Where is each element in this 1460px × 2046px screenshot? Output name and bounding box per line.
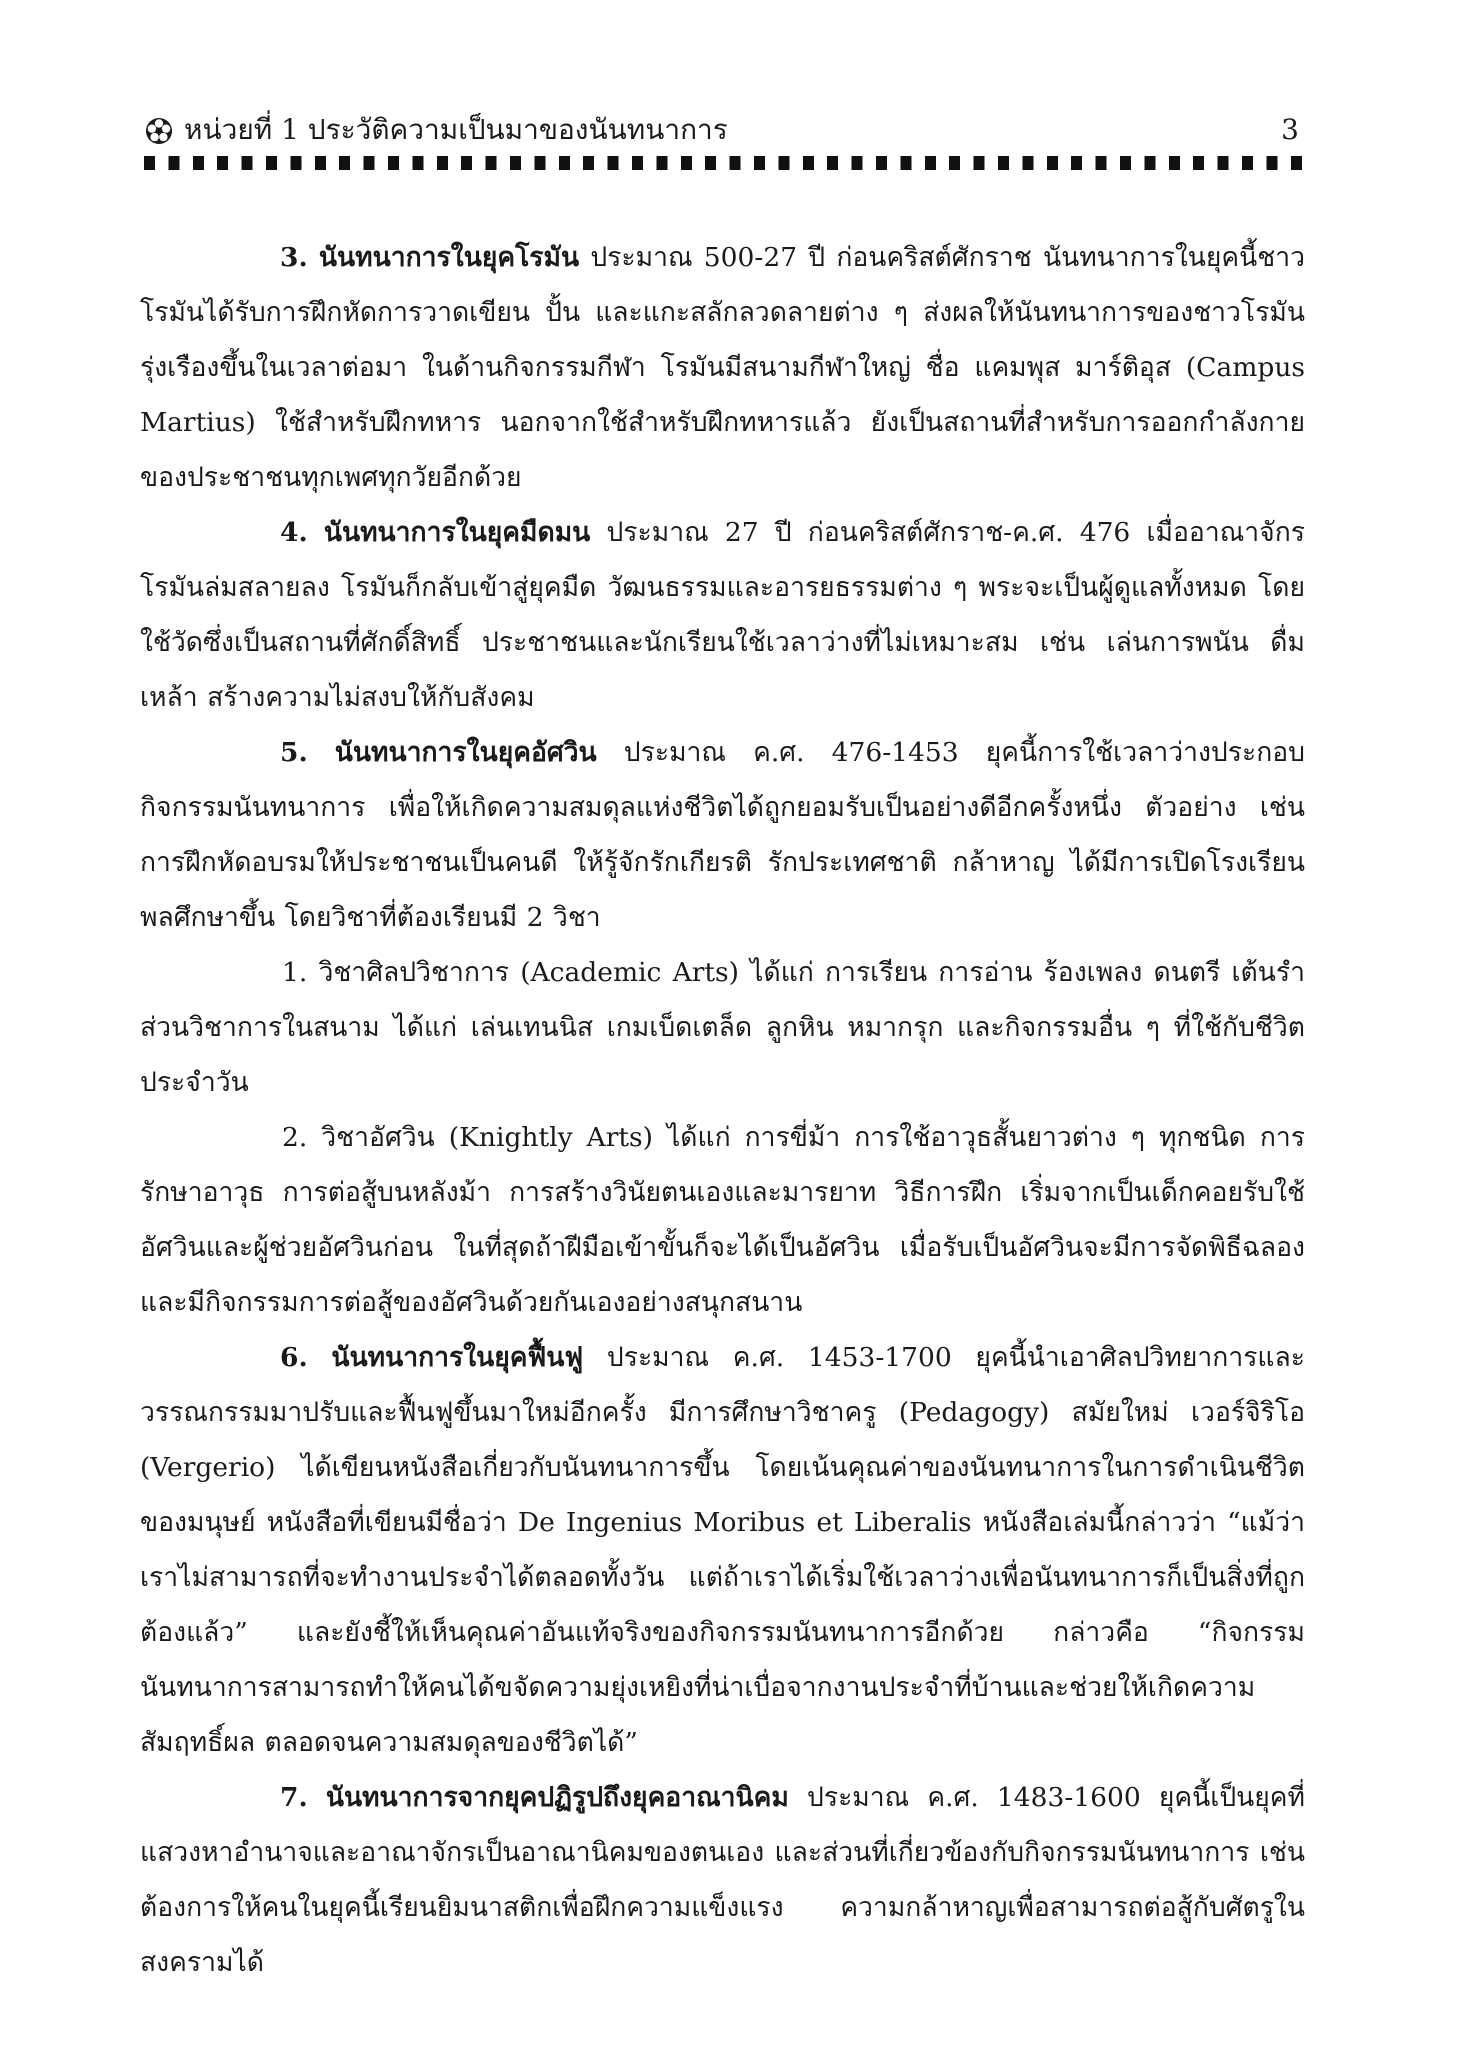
section-heading: นันทนาการในยุคมืดมน: [323, 517, 591, 548]
section-heading: นันทนาการในยุคอัศวิน: [334, 737, 597, 768]
header-dotted-rule: [144, 156, 1304, 170]
document-body: [140, 230, 1305, 1990]
section-heading: นันทนาการในยุคโรมัน: [318, 242, 580, 273]
section-heading: นันทนาการจากยุคปฏิรูปถึงยุคอาณานิคม: [325, 1782, 789, 1813]
paragraph-subitem-2: 2. วิชาอัศวิน (Knightly Arts) ได้แก่ การขี่ม้า การใช้อาวุธสั้นยาวต่าง ๆ ทุกชนิด การรักษาอาวุธ การต่อสู้บนหลังม้า การสร้างวินัยตนเองและมารยาท วิธีการฝึก เริ่มจากเป็นเด็กคอยรับใช้อัศวินและผู้ช่วยอัศวินก่อน ในที่สุดถ้าฝีมือเข้าขั้นก็จะได้เป็นอัศวิน เมื่อรับเป็นอัศวินจะมีการจัดพิธีฉลอง และมีกิจกรรมการต่อสู้ของอัศวินด้วยกันเองอย่างสนุกสนาน: [140, 1122, 1305, 1318]
paragraph-section-6: 6. นันทนาการในยุคฟื้นฟู ประมาณ ค.ศ. 1453-1700 ยุคนี้นำเอาศิลปวิทยาการและวรรณกรรมมาปรับและฟื้นฟูขึ้นมาใหม่อีกครั้ง มีการศึกษาวิชาครู (Pedagogy) สมัยใหม่ เวอร์จิริโอ (Vergerio) ได้เขียนหนังสือเกี่ยวกับนันทนาการขึ้น โดยเน้นคุณค่าของนันทนาการในการดำเนินชีวิตของมนุษย์ หนังสือที่เขียนมีชื่อว่า De Ingenius Moribus et Liberalis หนังสือเล่มนี้กล่าวว่า “แม้ว่าเราไม่สามารถที่จะทำงานประจำได้ตลอดทั้งวัน แต่ถ้าเราได้เริ่มใช้เวลาว่างเพื่อนันทนาการก็เป็นสิ่งที่ถูกต้องแล้ว” และยังชี้ให้เห็นคุณค่าอันแท้จริงของกิจกรรมนันทนาการอีกด้วย กล่าวคือ “กิจกรรมนันทนาการสามารถทำให้คนได้ขจัดความยุ่งเหยิงที่น่าเบื่อจากงานประจำที่บ้านและช่วยให้เกิดความสัมฤทธิ์ผล ตลอดจนความสมดุลของชีวิตได้”: [140, 1342, 1305, 1758]
flower-icon: [144, 116, 174, 146]
paragraph-section-7: 7. นันทนาการจากยุคปฏิรูปถึงยุคอาณานิคม ประมาณ ค.ศ. 1483-1600 ยุคนี้เป็นยุคที่แสวงหาอำนาจและอาณาจักรเป็นอาณานิคมของตนเอง และส่วนที่เกี่ยวข้องกับกิจกรรมนันทนาการ เช่น ต้องการให้คนในยุคนี้เรียนยิมนาสติกเพื่อฝึกความแข็งแรง ความกล้าหาญเพื่อสามารถต่อสู้กับศัตรูในสงครามได้: [140, 1782, 1305, 1978]
page-number: 3: [1281, 113, 1299, 146]
page-header: [140, 108, 1305, 152]
chapter-title: หน่วยที่ 1 ประวัติความเป็นมาของนันทนาการ: [184, 113, 728, 146]
paragraph-section-4: 4. นันทนาการในยุคมืดมน ประมาณ 27 ปี ก่อนคริสต์ศักราช-ค.ศ. 476 เมื่ออาณาจักรโรมันล่มสลายลง โรมันก็กลับเข้าสู่ยุคมืด วัฒนธรรมและอารยธรรมต่าง ๆ พระจะเป็นผู้ดูแลทั้งหมด โดยใช้วัดซึ่งเป็นสถานที่ศักดิ์สิทธิ์ ประชาชนและนักเรียนใช้เวลาว่างที่ไม่เหมาะสม เช่น เล่นการพนัน ดื่มเหล้า สร้างความไม่สงบให้กับสังคม: [140, 517, 1305, 713]
section-heading: นันทนาการในยุคฟื้นฟู: [331, 1342, 584, 1373]
paragraph-section-5: 5. นันทนาการในยุคอัศวิน ประมาณ ค.ศ. 476-1453 ยุคนี้การใช้เวลาว่างประกอบกิจกรรมนันทนาการ เพื่อให้เกิดความสมดุลแห่งชีวิตได้ถูกยอมรับเป็นอย่างดีอีกครั้งหนึ่ง ตัวอย่าง เช่น การฝึกหัดอบรมให้ประชาชนเป็นคนดี ให้รู้จักรักเกียรติ รักประเทศชาติ กล้าหาญ ได้มีการเปิดโรงเรียนพลศึกษาขึ้น โดยวิชาที่ต้องเรียนมี 2 วิชา: [140, 737, 1305, 933]
paragraph-subitem-1: 1. วิชาศิลปวิชาการ (Academic Arts) ได้แก่ การเรียน การอ่าน ร้องเพลง ดนตรี เต้นรำ ส่วนวิชาการในสนาม ได้แก่ เล่นเทนนิส เกมเบ็ดเตล็ด ลูกหิน หมากรุก และกิจกรรมอื่น ๆ ที่ใช้กับชีวิตประจำวัน: [140, 957, 1305, 1098]
paragraph-section-3: 3. นันทนาการในยุคโรมัน ประมาณ 500-27 ปี ก่อนคริสต์ศักราช นันทนาการในยุคนี้ชาวโรมันได้รับการฝึกหัดการวาดเขียน ปั้น และแกะสลักลวดลายต่าง ๆ ส่งผลให้นันทนาการของชาวโรมันรุ่งเรืองขึ้นในเวลาต่อมา ในด้านกิจกรรมกีฬา โรมันมีสนามกีฬาใหญ่ ชื่อ แคมพุส มาร์ติอุส (Campus Martius) ใช้สำหรับฝึกทหาร นอกจากใช้สำหรับฝึกทหารแล้ว ยังเป็นสถานที่สำหรับการออกกำลังกายของประชาชนทุกเพศทุกวัยอีกด้วย: [140, 242, 1305, 493]
